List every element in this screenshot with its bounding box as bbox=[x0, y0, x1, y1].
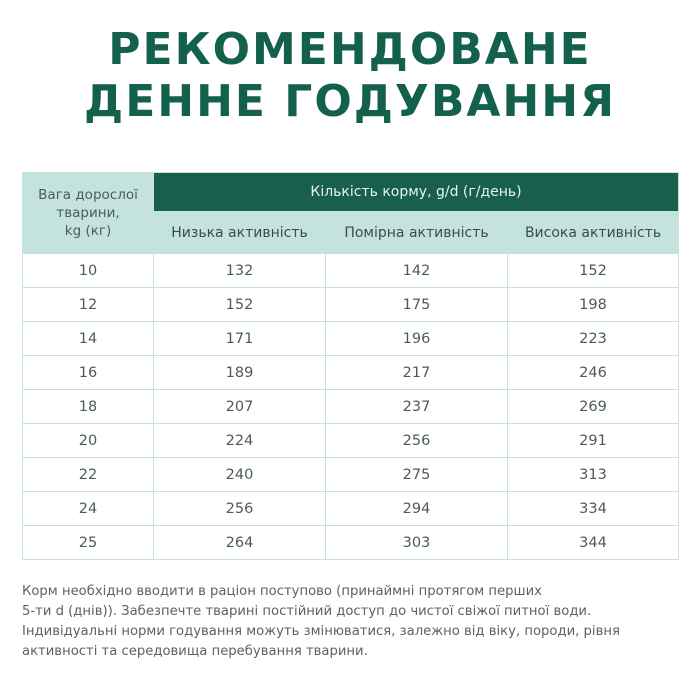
weight-header-line-3: kg (кг) bbox=[64, 223, 112, 239]
table-row bbox=[23, 254, 679, 288]
moderate-activity-cell: 217 bbox=[326, 356, 508, 390]
high-activity-cell: 344 bbox=[508, 526, 679, 560]
moderate-activity-cell: 275 bbox=[326, 458, 508, 492]
high-activity-cell: 269 bbox=[508, 390, 679, 424]
table-row bbox=[23, 390, 679, 424]
low-activity-cell: 207 bbox=[154, 390, 326, 424]
moderate-activity-cell: 142 bbox=[326, 254, 508, 288]
weight-cell: 16 bbox=[23, 356, 154, 390]
amount-column-header: Кількість корму, g/d (г/день) bbox=[154, 173, 679, 212]
weight-cell: 10 bbox=[23, 254, 154, 288]
moderate-activity-cell: 196 bbox=[326, 322, 508, 356]
table-row bbox=[23, 458, 679, 492]
low-activity-cell: 224 bbox=[154, 424, 326, 458]
low-activity-cell: 132 bbox=[154, 254, 326, 288]
page-title-line-2: ДЕННЕ ГОДУВАННЯ bbox=[84, 76, 616, 127]
high-activity-cell: 291 bbox=[508, 424, 679, 458]
weight-cell: 25 bbox=[23, 526, 154, 560]
high-activity-cell: 152 bbox=[508, 254, 679, 288]
moderate-activity-cell: 175 bbox=[326, 288, 508, 322]
note-line-1: Корм необхідно вводити в раціон поступово (принаймні протягом перших bbox=[22, 584, 542, 599]
low-activity-header: Низька активність bbox=[154, 212, 326, 254]
table-row bbox=[23, 492, 679, 526]
weight-header-line-1: Вага дорослої bbox=[38, 187, 138, 203]
moderate-activity-cell: 303 bbox=[326, 526, 508, 560]
moderate-activity-header: Помірна активність bbox=[326, 212, 508, 254]
low-activity-cell: 152 bbox=[154, 288, 326, 322]
low-activity-cell: 240 bbox=[154, 458, 326, 492]
weight-cell: 12 bbox=[23, 288, 154, 322]
table-row bbox=[23, 322, 679, 356]
high-activity-cell: 223 bbox=[508, 322, 679, 356]
table-row bbox=[23, 526, 679, 560]
weight-cell: 18 bbox=[23, 390, 154, 424]
moderate-activity-cell: 237 bbox=[326, 390, 508, 424]
weight-header-line-2: тварини, bbox=[56, 205, 120, 221]
table-row bbox=[23, 356, 679, 390]
high-activity-cell: 246 bbox=[508, 356, 679, 390]
feeding-table bbox=[22, 172, 679, 560]
weight-cell: 22 bbox=[23, 458, 154, 492]
note-line-3: Індивідуальні норми годування можуть змінюватися, залежно від віку, породи, рівня bbox=[22, 624, 620, 639]
high-activity-header: Висока активність bbox=[508, 212, 679, 254]
low-activity-cell: 256 bbox=[154, 492, 326, 526]
moderate-activity-cell: 256 bbox=[326, 424, 508, 458]
weight-cell: 14 bbox=[23, 322, 154, 356]
weight-cell: 24 bbox=[23, 492, 154, 526]
high-activity-cell: 334 bbox=[508, 492, 679, 526]
low-activity-cell: 171 bbox=[154, 322, 326, 356]
feeding-note bbox=[22, 582, 682, 662]
table-row bbox=[23, 424, 679, 458]
high-activity-cell: 198 bbox=[508, 288, 679, 322]
low-activity-cell: 189 bbox=[154, 356, 326, 390]
page-title-line-1: РЕКОМЕНДОВАНЕ bbox=[108, 24, 592, 75]
note-line-4: активності та середовища перебування тварини. bbox=[22, 644, 368, 659]
table-row bbox=[23, 288, 679, 322]
weight-column-header bbox=[23, 173, 154, 254]
low-activity-cell: 264 bbox=[154, 526, 326, 560]
high-activity-cell: 313 bbox=[508, 458, 679, 492]
moderate-activity-cell: 294 bbox=[326, 492, 508, 526]
weight-cell: 20 bbox=[23, 424, 154, 458]
note-line-2: 5-ти d (днів)). Забезпечте тварині постійний доступ до чистої свіжої питної води. bbox=[22, 604, 592, 619]
